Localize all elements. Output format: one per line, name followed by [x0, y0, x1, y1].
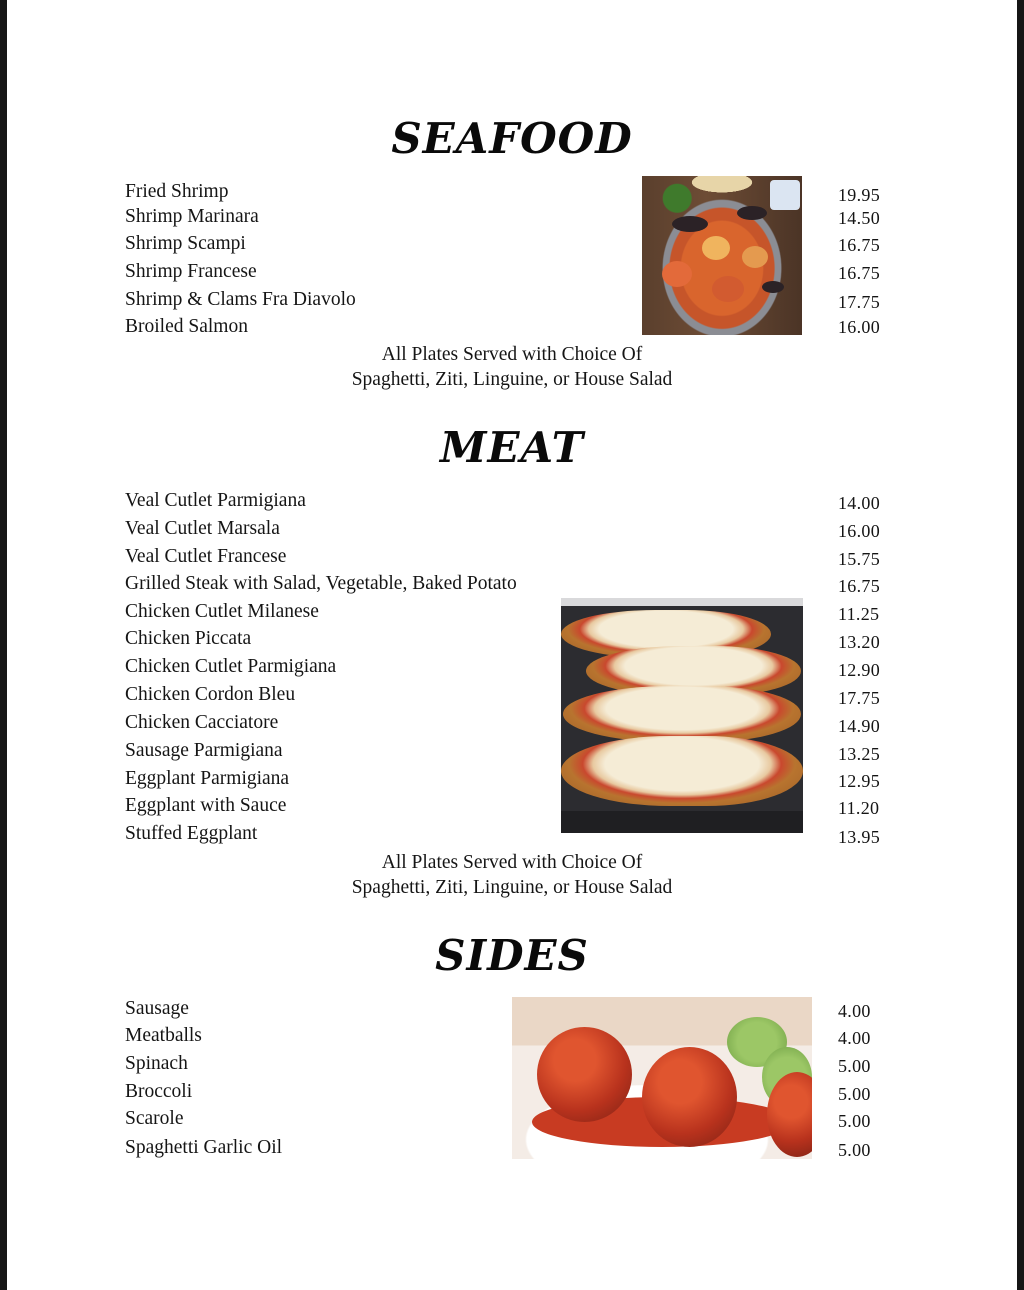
- menu-item-price: 5.00: [838, 1056, 871, 1076]
- menu-item-price: 11.25: [838, 604, 880, 624]
- menu-item-name: Spinach: [125, 1053, 188, 1074]
- menu-item-name: Spaghetti Garlic Oil: [125, 1137, 283, 1158]
- menu-item-name: Chicken Cutlet Milanese: [125, 601, 319, 622]
- menu-item-price: 13.95: [838, 827, 880, 847]
- section-title-meat: MEAT: [439, 423, 585, 472]
- menu-item-name: Sausage: [125, 998, 189, 1019]
- menu-item-price: 16.75: [838, 235, 880, 255]
- menu-item-price: 16.75: [838, 263, 880, 283]
- menu-page: [7, 0, 1017, 1290]
- menu-item-price: 17.75: [838, 688, 880, 708]
- menu-item-price: 12.90: [838, 660, 880, 680]
- menu-item-name: Eggplant with Sauce: [125, 795, 287, 816]
- meatballs-photo: [512, 997, 812, 1159]
- menu-item-name: Shrimp Francese: [125, 261, 257, 282]
- chicken-parmigiana-photo: [561, 598, 803, 833]
- section-title-sides: SIDES: [435, 931, 589, 980]
- section-note-line: All Plates Served with Choice Of: [381, 344, 643, 365]
- menu-item-price: 13.20: [838, 632, 880, 652]
- section-note-line: Spaghetti, Ziti, Linguine, or House Salad: [351, 369, 673, 390]
- menu-item-name: Stuffed Eggplant: [125, 823, 258, 844]
- menu-item-name: Eggplant Parmigiana: [125, 768, 290, 789]
- menu-item-price: 4.00: [838, 1001, 871, 1021]
- section-note-line: Spaghetti, Ziti, Linguine, or House Salad: [351, 877, 673, 898]
- menu-item-name: Veal Cutlet Francese: [125, 546, 287, 567]
- menu-item-name: Broccoli: [125, 1081, 193, 1102]
- seafood-pasta-photo: [642, 176, 802, 335]
- menu-item-price: 5.00: [838, 1140, 871, 1160]
- menu-item-name: Chicken Cacciatore: [125, 712, 279, 733]
- menu-item-name: Scarole: [125, 1108, 184, 1129]
- menu-item-price: 17.75: [838, 292, 880, 312]
- menu-item-price: 5.00: [838, 1084, 871, 1104]
- menu-item-price: 13.25: [838, 744, 880, 764]
- menu-item-price: 19.95: [838, 185, 880, 205]
- menu-item-price: 14.50: [838, 208, 880, 228]
- menu-item-price: 5.00: [838, 1111, 871, 1131]
- menu-item-name: Sausage Parmigiana: [125, 740, 283, 761]
- menu-item-price: 4.00: [838, 1028, 871, 1048]
- menu-item-name: Chicken Piccata: [125, 628, 252, 649]
- menu-item-price: 11.20: [838, 798, 880, 818]
- menu-item-price: 14.90: [838, 716, 880, 736]
- menu-item-name: Grilled Steak with Salad, Vegetable, Baked Potato: [125, 573, 517, 594]
- menu-item-price: 16.00: [838, 521, 880, 541]
- menu-item-name: Meatballs: [125, 1025, 202, 1046]
- menu-item-price: 16.00: [838, 317, 880, 337]
- section-note-line: All Plates Served with Choice Of: [381, 852, 643, 873]
- menu-item-name: Veal Cutlet Marsala: [125, 518, 280, 539]
- menu-item-name: Fried Shrimp: [125, 181, 229, 202]
- section-title-seafood: SEAFOOD: [391, 114, 633, 163]
- menu-item-price: 16.75: [838, 576, 880, 596]
- menu-item-name: Shrimp Marinara: [125, 206, 259, 227]
- menu-item-name: Veal Cutlet Parmigiana: [125, 490, 306, 511]
- menu-item-price: 12.95: [838, 771, 880, 791]
- menu-item-price: 15.75: [838, 549, 880, 569]
- menu-item-name: Chicken Cutlet Parmigiana: [125, 656, 337, 677]
- menu-item-name: Shrimp & Clams Fra Diavolo: [125, 289, 356, 310]
- menu-item-name: Chicken Cordon Bleu: [125, 684, 296, 705]
- menu-item-name: Shrimp Scampi: [125, 233, 246, 254]
- menu-item-name: Broiled Salmon: [125, 316, 248, 337]
- menu-item-price: 14.00: [838, 493, 880, 513]
